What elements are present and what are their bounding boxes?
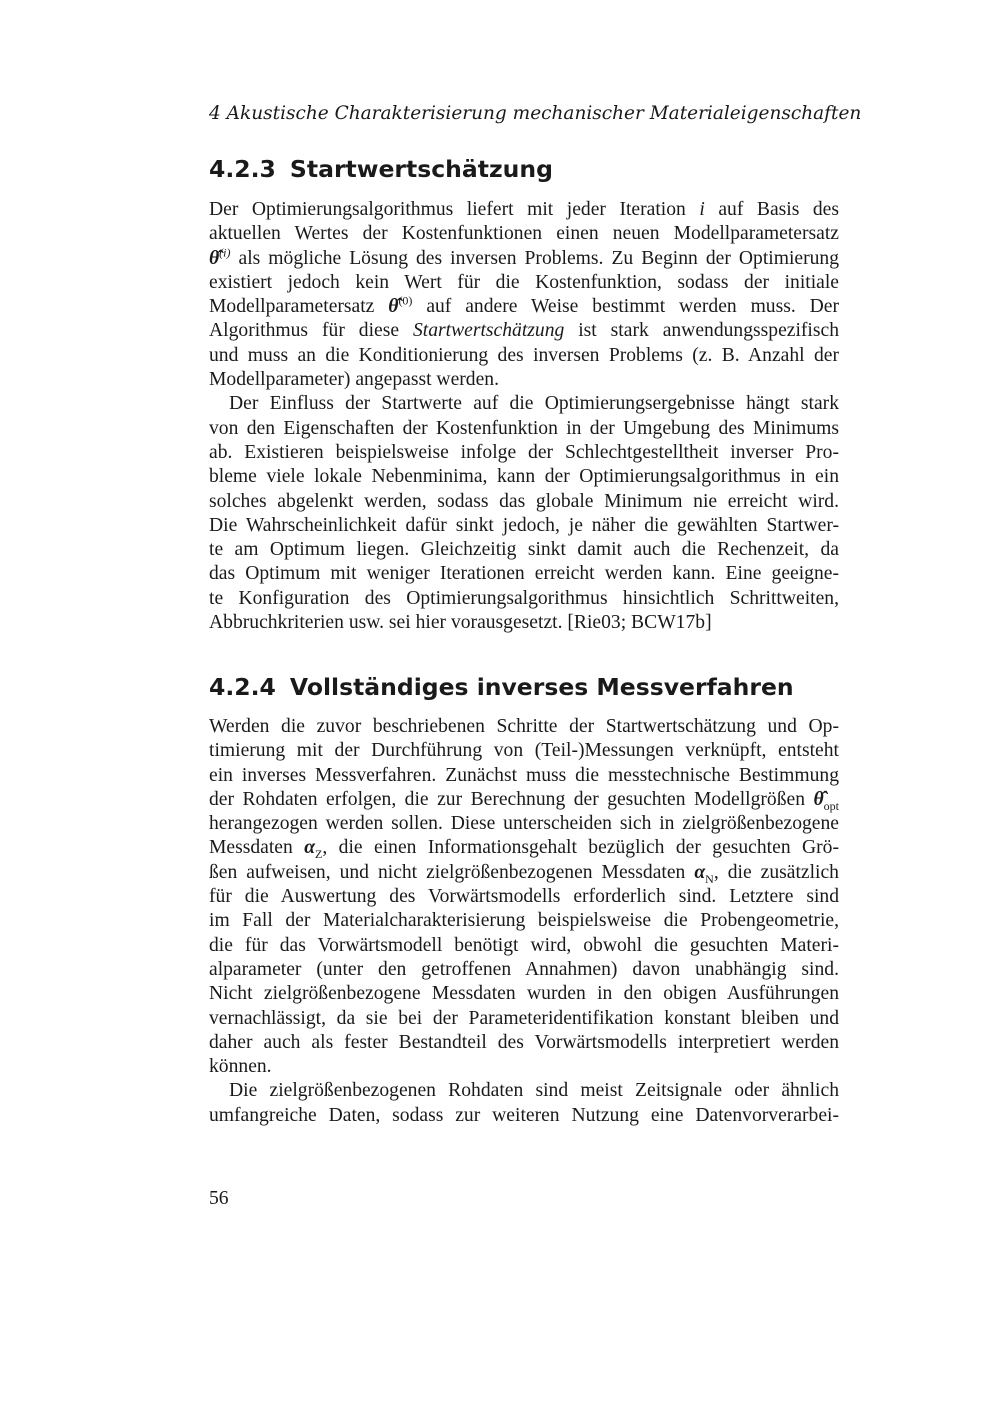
page-number: 56 [209, 1188, 229, 1209]
section-title: Vollständiges inverses Messverfahren [289, 673, 794, 701]
text-line: Abbruchkriterien usw. sei hier vorausgesetzt. [Rie03; BCW17b] [209, 612, 712, 634]
section-heading-4-2-4 [209, 672, 849, 702]
section-body-4-2-4 [209, 715, 839, 1128]
text-line: und muss an die Konditionierung des inversen Problems (z. B. Anzahl der [209, 344, 839, 366]
text-line: Modellparameter) angepasst werden. [209, 369, 499, 391]
text-line: umfangreiche Daten, sodass zur weiteren Nutzung eine Datenvorverarbei- [209, 1104, 839, 1126]
text-line: te am Optimum liegen. Gleichzeitig sinkt damit auch die Rechenzeit, da [209, 539, 839, 561]
text-line: Algorithmus für diese Startwertschätzung ist stark anwendungsspezifisch [209, 320, 839, 342]
text-line: bleme viele lokale Nebenminima, kann der Optimierungsalgorithmus in ein [209, 466, 839, 488]
text-line: daher auch als fester Bestandteil des Vorwärtsmodells interpretiert werden [209, 1031, 839, 1053]
text-line: für die Auswertung des Vorwärtsmodells erforderlich sind. Letztere sind [209, 886, 839, 908]
text-line: aktuellen Wertes der Kostenfunktionen einen neuen Modellparametersatz [209, 223, 839, 245]
section-heading-4-2-3 [209, 154, 849, 184]
text-line: Nicht zielgrößenbezogene Messdaten wurden in den obigen Ausführungen [209, 983, 839, 1005]
text-line: Modellparametersatz θ̂$^{(0)}$ auf andere Weise bestimmt werden muss. Der [209, 293, 839, 318]
section-number: 4.2.3 [209, 155, 276, 183]
text-line: Die zielgrößenbezogenen Rohdaten sind meist Zeitsignale oder ähnlich [229, 1080, 839, 1102]
text-line: vernachlässigt, da sie bei der Parameteridentifikation konstant bleiben und [209, 1007, 839, 1029]
text-line: herangezogen werden sollen. Diese unterscheiden sich in zielgrößenbezogene [209, 813, 839, 835]
text-line: ab. Existieren beispielsweise infolge der Schlechtgestelltheit inverser Pro- [209, 441, 839, 463]
alpha-symbol: α [304, 837, 316, 859]
text-line: θ̂$^{(i)}$ als mögliche Lösung des inversen Problems. Zu Beginn der Optimierung [209, 245, 839, 269]
text-line: existiert jedoch kein Wert für die Kostenfunktion, sodass der initiale [209, 271, 839, 293]
text-line: im Fall der Materialcharakterisierung beispielsweise die Probengeometrie, [209, 910, 839, 932]
text-line: das Optimum mit weniger Iterationen erreicht werden kann. Eine geeigne- [209, 563, 839, 585]
section-body-4-2-3 [209, 198, 839, 635]
section-number: 4.2.4 [209, 673, 276, 701]
running-header: 4 Akustische Charakterisierung mechanischer Materialeigenschaften [209, 103, 862, 124]
text-line: Messdaten $\alpha_Z$, die einen Informationsgehalt bezüglich der gesuchten Grö- [209, 837, 840, 862]
theta-hat-symbol: θ̂ [813, 788, 824, 810]
text-line: der Rohdaten erfolgen, die zur Berechnung der gesuchten Modellgrößen $\thetâ_{opt}$ [209, 788, 839, 813]
text-line: solches abgelenkt werden, sodass das globale Minimum nie erreicht wird. [209, 490, 839, 512]
section-title: Startwertschätzung [289, 155, 553, 183]
emphasis: Startwertschätzung [412, 320, 565, 342]
text-line: timierung mit der Durchführung von (Teil-)Messungen verknüpft, entsteht [209, 740, 839, 762]
text-line: te Konfiguration des Optimierungsalgorithmus hinsichtlich Schrittweiten, [209, 587, 839, 609]
text-line: Die Wahrscheinlichkeit dafür sinkt jedoch, je näher die gewählten Startwer- [209, 514, 839, 536]
text-line: Werden die zuvor beschriebenen Schritte der Startwertschätzung und Op- [209, 716, 839, 737]
text-line: ein inverses Messverfahren. Zunächst muss die messtechnische Bestimmung [209, 764, 839, 786]
text-line: Der Optimierungsalgorithmus liefert mit jeder Iteration i auf Basis des [209, 199, 840, 220]
alpha-symbol: α [694, 861, 706, 883]
text-line: können. [209, 1056, 272, 1078]
text-line: ßen aufweisen, und nicht zielgrößenbezogenen Messdaten $\alpha_N$, die zusätzlich [209, 861, 839, 886]
text-line: die für das Vorwärtsmodell benötigt wird, obwohl die gesuchten Materi- [209, 934, 839, 956]
text-line: Der Einfluss der Startwerte auf die Optimierungsergebnisse hängt stark [229, 393, 839, 415]
theta-hat-symbol: θ̂ [209, 247, 220, 269]
text-line: von den Eigenschaften der Kostenfunktion in der Umgebung des Minimums [209, 417, 839, 439]
text-line: alparameter (unter den getroffenen Annahmen) davon unabhängig sind. [209, 958, 839, 980]
theta-hat-symbol: θ̂ [388, 296, 399, 318]
